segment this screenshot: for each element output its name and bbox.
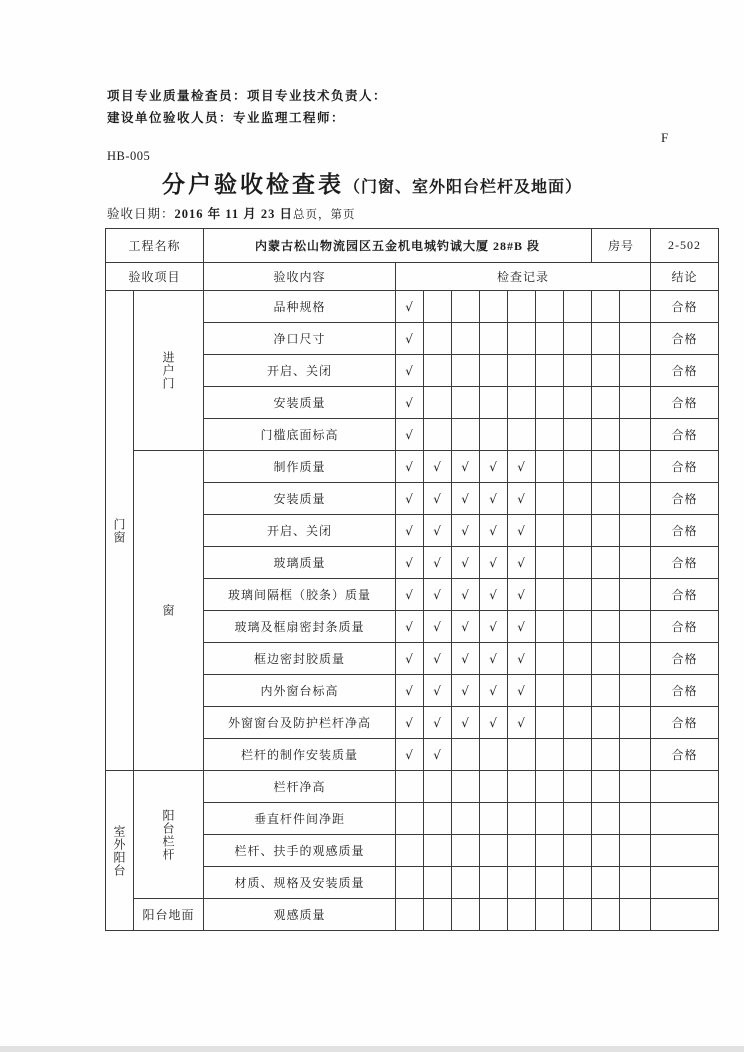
check-mark-cell: √ [480,707,508,739]
room-number-label: 房号 [592,229,651,263]
check-mark-cell [452,739,480,771]
acceptance-date-line [107,204,355,222]
inspection-item: 门槛底面标高 [204,419,396,451]
check-mark-cell: √ [396,547,424,579]
technical-leader-label: 项目专业技术负责人： [247,89,388,103]
page-note: 总页，第页 [292,209,356,221]
check-mark-cell [480,355,508,387]
construction-unit-label: 建设单位验收人员： [107,111,234,125]
check-mark-cell [564,515,592,547]
check-mark-cell: √ [452,643,480,675]
check-mark-cell [620,291,651,323]
check-mark-cell [424,899,452,931]
check-mark-cell [592,387,620,419]
check-mark-cell [508,387,536,419]
check-mark-cell [620,643,651,675]
check-mark-cell: √ [424,739,452,771]
check-mark-cell [452,899,480,931]
check-mark-cell [424,355,452,387]
inspection-item: 制作质量 [204,451,396,483]
check-mark-cell [620,611,651,643]
check-mark-cell [452,323,480,355]
check-mark-cell [592,867,620,899]
check-mark-cell: √ [480,451,508,483]
conclusion-cell [651,867,719,899]
check-mark-cell [536,803,564,835]
check-mark-cell [620,771,651,803]
inspection-item: 观感质量 [204,899,396,931]
check-mark-cell: √ [480,515,508,547]
conclusion-cell: 合格 [651,707,719,739]
check-mark-cell [424,291,452,323]
form-code: HB-005 [107,149,151,163]
inspection-item: 安装质量 [204,387,396,419]
check-mark-cell [592,803,620,835]
check-mark-cell [536,771,564,803]
check-mark-cell [480,419,508,451]
col-header-inspection-content: 验收内容 [204,263,396,291]
scan-page-edge [0,1046,744,1052]
check-mark-cell [564,675,592,707]
check-mark-cell [536,835,564,867]
check-mark-cell: √ [424,451,452,483]
conclusion-cell: 合格 [651,419,719,451]
inspection-item: 玻璃质量 [204,547,396,579]
page-title [0,166,744,199]
check-mark-cell [592,451,620,483]
check-mark-cell: √ [508,515,536,547]
check-mark-cell [564,579,592,611]
check-mark-cell: √ [452,707,480,739]
check-mark-cell: √ [396,707,424,739]
check-mark-cell [536,547,564,579]
inspection-item: 安装质量 [204,483,396,515]
check-mark-cell [508,803,536,835]
page-title-sub: （门窗、室外阳台栏杆及地面） [343,179,582,196]
check-mark-cell [508,291,536,323]
check-mark-cell [620,867,651,899]
conclusion-cell: 合格 [651,355,719,387]
check-mark-cell: √ [508,643,536,675]
check-mark-cell: √ [396,291,424,323]
inspection-item: 开启、关闭 [204,355,396,387]
inspection-item: 垂直杆件间净距 [204,803,396,835]
check-mark-cell [536,579,564,611]
check-mark-cell: √ [452,451,480,483]
check-mark-cell [564,611,592,643]
check-mark-cell [536,739,564,771]
conclusion-cell [651,835,719,867]
check-mark-cell: √ [508,547,536,579]
check-mark-cell [508,323,536,355]
check-mark-cell [536,419,564,451]
check-mark-cell: √ [480,643,508,675]
check-mark-cell [620,803,651,835]
check-mark-cell [620,547,651,579]
col-header-inspection-item: 验收项目 [106,263,204,291]
check-mark-cell: √ [396,451,424,483]
check-mark-cell [564,291,592,323]
check-mark-cell [592,483,620,515]
check-mark-cell [564,803,592,835]
check-mark-cell [396,867,424,899]
check-mark-cell [592,643,620,675]
check-mark-cell: √ [396,323,424,355]
check-mark-cell: √ [480,611,508,643]
check-mark-cell: √ [396,611,424,643]
check-mark-cell [480,291,508,323]
supervision-engineer-label: 专业监理工程师： [233,111,346,125]
conclusion-cell [651,899,719,931]
group-balcony-floor: 阳台地面 [134,899,204,931]
check-mark-cell [620,515,651,547]
check-mark-cell: √ [480,547,508,579]
check-mark-cell [564,483,592,515]
check-mark-cell: √ [452,611,480,643]
check-mark-cell: √ [396,739,424,771]
meta-line-builders [107,108,345,126]
check-mark-cell [452,867,480,899]
check-mark-cell [452,387,480,419]
check-mark-cell [452,803,480,835]
group-entry-door: 进户门 [134,291,204,451]
check-mark-cell [564,355,592,387]
check-mark-cell [592,835,620,867]
check-mark-cell: √ [396,579,424,611]
check-mark-cell [620,899,651,931]
check-mark-cell [424,419,452,451]
check-mark-cell: √ [508,707,536,739]
check-mark-cell [592,547,620,579]
check-mark-cell [536,323,564,355]
table-row [106,899,719,931]
check-mark-cell [620,483,651,515]
check-mark-cell: √ [396,387,424,419]
check-mark-cell [424,803,452,835]
conclusion-cell [651,803,719,835]
date-value: 2016 年 11 月 23 日 [174,207,293,221]
table-row [106,771,719,803]
check-mark-cell [396,771,424,803]
check-mark-cell [620,387,651,419]
check-mark-cell [592,355,620,387]
group-outdoor-balcony: 室外阳台 [106,771,134,931]
check-mark-cell [620,355,651,387]
conclusion-cell: 合格 [651,643,719,675]
check-mark-cell [480,803,508,835]
check-mark-cell [564,387,592,419]
conclusion-cell: 合格 [651,739,719,771]
check-mark-cell [508,899,536,931]
check-mark-cell [536,291,564,323]
check-mark-cell [592,771,620,803]
check-mark-cell [424,835,452,867]
check-mark-cell: √ [424,515,452,547]
conclusion-cell: 合格 [651,291,719,323]
check-mark-cell [396,803,424,835]
conclusion-cell: 合格 [651,675,719,707]
conclusion-cell: 合格 [651,483,719,515]
check-mark-cell: √ [452,547,480,579]
check-mark-cell: √ [424,547,452,579]
check-mark-cell [508,419,536,451]
check-mark-cell [508,835,536,867]
check-mark-cell [396,899,424,931]
check-mark-cell [592,675,620,707]
check-mark-cell [564,867,592,899]
check-mark-cell [564,835,592,867]
check-mark-cell [508,739,536,771]
check-mark-cell [536,867,564,899]
conclusion-cell: 合格 [651,387,719,419]
check-mark-cell [536,707,564,739]
col-header-conclusion: 结论 [651,263,719,291]
check-mark-cell: √ [508,579,536,611]
check-mark-cell: √ [396,643,424,675]
check-mark-cell [620,739,651,771]
check-mark-cell [480,387,508,419]
check-mark-cell [480,867,508,899]
check-mark-cell [480,323,508,355]
project-header-row [106,229,719,263]
check-mark-cell [396,835,424,867]
check-mark-cell [620,579,651,611]
inspection-item: 内外窗台标高 [204,675,396,707]
check-mark-cell [592,515,620,547]
check-mark-cell [480,835,508,867]
check-mark-cell [536,611,564,643]
inspection-item: 玻璃及框扇密封条质量 [204,611,396,643]
inspection-item: 开启、关闭 [204,515,396,547]
check-mark-cell [536,387,564,419]
inspection-item: 材质、规格及安装质量 [204,867,396,899]
check-mark-cell: √ [452,515,480,547]
check-mark-cell [564,547,592,579]
check-mark-cell [452,355,480,387]
check-mark-cell [592,291,620,323]
conclusion-cell [651,771,719,803]
check-mark-cell [620,707,651,739]
check-mark-cell [452,771,480,803]
check-mark-cell: √ [452,675,480,707]
conclusion-cell: 合格 [651,547,719,579]
table-row [106,451,719,483]
check-mark-cell: √ [480,675,508,707]
check-mark-cell [536,643,564,675]
check-mark-cell [564,707,592,739]
check-mark-cell [620,675,651,707]
date-label: 验收日期： [107,207,175,221]
check-mark-cell: √ [508,483,536,515]
check-mark-cell [592,707,620,739]
check-mark-cell: √ [396,419,424,451]
check-mark-cell [620,323,651,355]
check-mark-cell [564,643,592,675]
inspection-item: 框边密封胶质量 [204,643,396,675]
check-mark-cell: √ [424,579,452,611]
check-mark-cell [564,451,592,483]
check-mark-cell [536,355,564,387]
check-mark-cell [480,739,508,771]
group-doors-windows: 门窗 [106,291,134,771]
check-mark-cell: √ [508,611,536,643]
inspection-item: 栏杆、扶手的观感质量 [204,835,396,867]
check-mark-cell: √ [424,643,452,675]
check-mark-cell [508,355,536,387]
check-mark-cell [536,483,564,515]
check-mark-cell [452,835,480,867]
check-mark-cell [508,771,536,803]
check-mark-cell: √ [396,675,424,707]
group-balcony-railing: 阳台栏杆 [134,771,204,899]
check-mark-cell: √ [396,483,424,515]
check-mark-cell: √ [452,579,480,611]
quality-inspector-label: 项目专业质量检查员： [107,89,248,103]
inspection-item: 玻璃间隔框（胶条）质量 [204,579,396,611]
check-mark-cell: √ [508,675,536,707]
conclusion-cell: 合格 [651,451,719,483]
inspection-item: 净口尺寸 [204,323,396,355]
check-mark-cell: √ [396,515,424,547]
check-mark-cell [592,579,620,611]
room-number-value: 2-502 [651,229,719,263]
check-mark-cell [592,899,620,931]
check-mark-cell [592,611,620,643]
check-mark-cell [424,387,452,419]
group-window: 窗 [134,451,204,771]
check-mark-cell [424,771,452,803]
check-mark-cell [564,419,592,451]
check-mark-cell: √ [480,483,508,515]
check-mark-cell [564,323,592,355]
check-mark-cell [508,867,536,899]
inspection-item: 外窗窗台及防护栏杆净高 [204,707,396,739]
check-mark-cell: √ [424,483,452,515]
column-header-row [106,263,719,291]
inspection-item: 栏杆的制作安装质量 [204,739,396,771]
check-mark-cell [480,899,508,931]
conclusion-cell: 合格 [651,579,719,611]
corner-letter: F [661,130,669,145]
inspection-item: 品种规格 [204,291,396,323]
check-mark-cell [592,419,620,451]
check-mark-cell [564,899,592,931]
page-title-main: 分户验收检查表 [161,172,344,197]
check-mark-cell: √ [424,611,452,643]
check-mark-cell [536,675,564,707]
check-mark-cell [620,835,651,867]
check-mark-cell: √ [480,579,508,611]
conclusion-cell: 合格 [651,515,719,547]
check-mark-cell [452,419,480,451]
check-mark-cell [620,451,651,483]
col-header-check-record: 检查记录 [396,263,651,291]
check-mark-cell [424,323,452,355]
table-row [106,291,719,323]
inspection-item: 栏杆净高 [204,771,396,803]
check-mark-cell: √ [424,707,452,739]
check-mark-cell [620,419,651,451]
check-mark-cell [452,291,480,323]
meta-line-inspectors [107,86,387,104]
conclusion-cell: 合格 [651,611,719,643]
project-name-value: 内蒙古松山物流园区五金机电城钓诚大厦 28#B 段 [204,229,592,263]
conclusion-cell: 合格 [651,323,719,355]
check-mark-cell [592,323,620,355]
inspection-table [105,228,719,931]
check-mark-cell [536,515,564,547]
check-mark-cell [424,867,452,899]
check-mark-cell: √ [508,451,536,483]
check-mark-cell [536,899,564,931]
check-mark-cell: √ [452,483,480,515]
check-mark-cell [592,739,620,771]
check-mark-cell [564,739,592,771]
check-mark-cell: √ [396,355,424,387]
check-mark-cell [480,771,508,803]
check-mark-cell [536,451,564,483]
check-mark-cell [564,771,592,803]
project-name-label: 工程名称 [106,229,204,263]
check-mark-cell: √ [424,675,452,707]
